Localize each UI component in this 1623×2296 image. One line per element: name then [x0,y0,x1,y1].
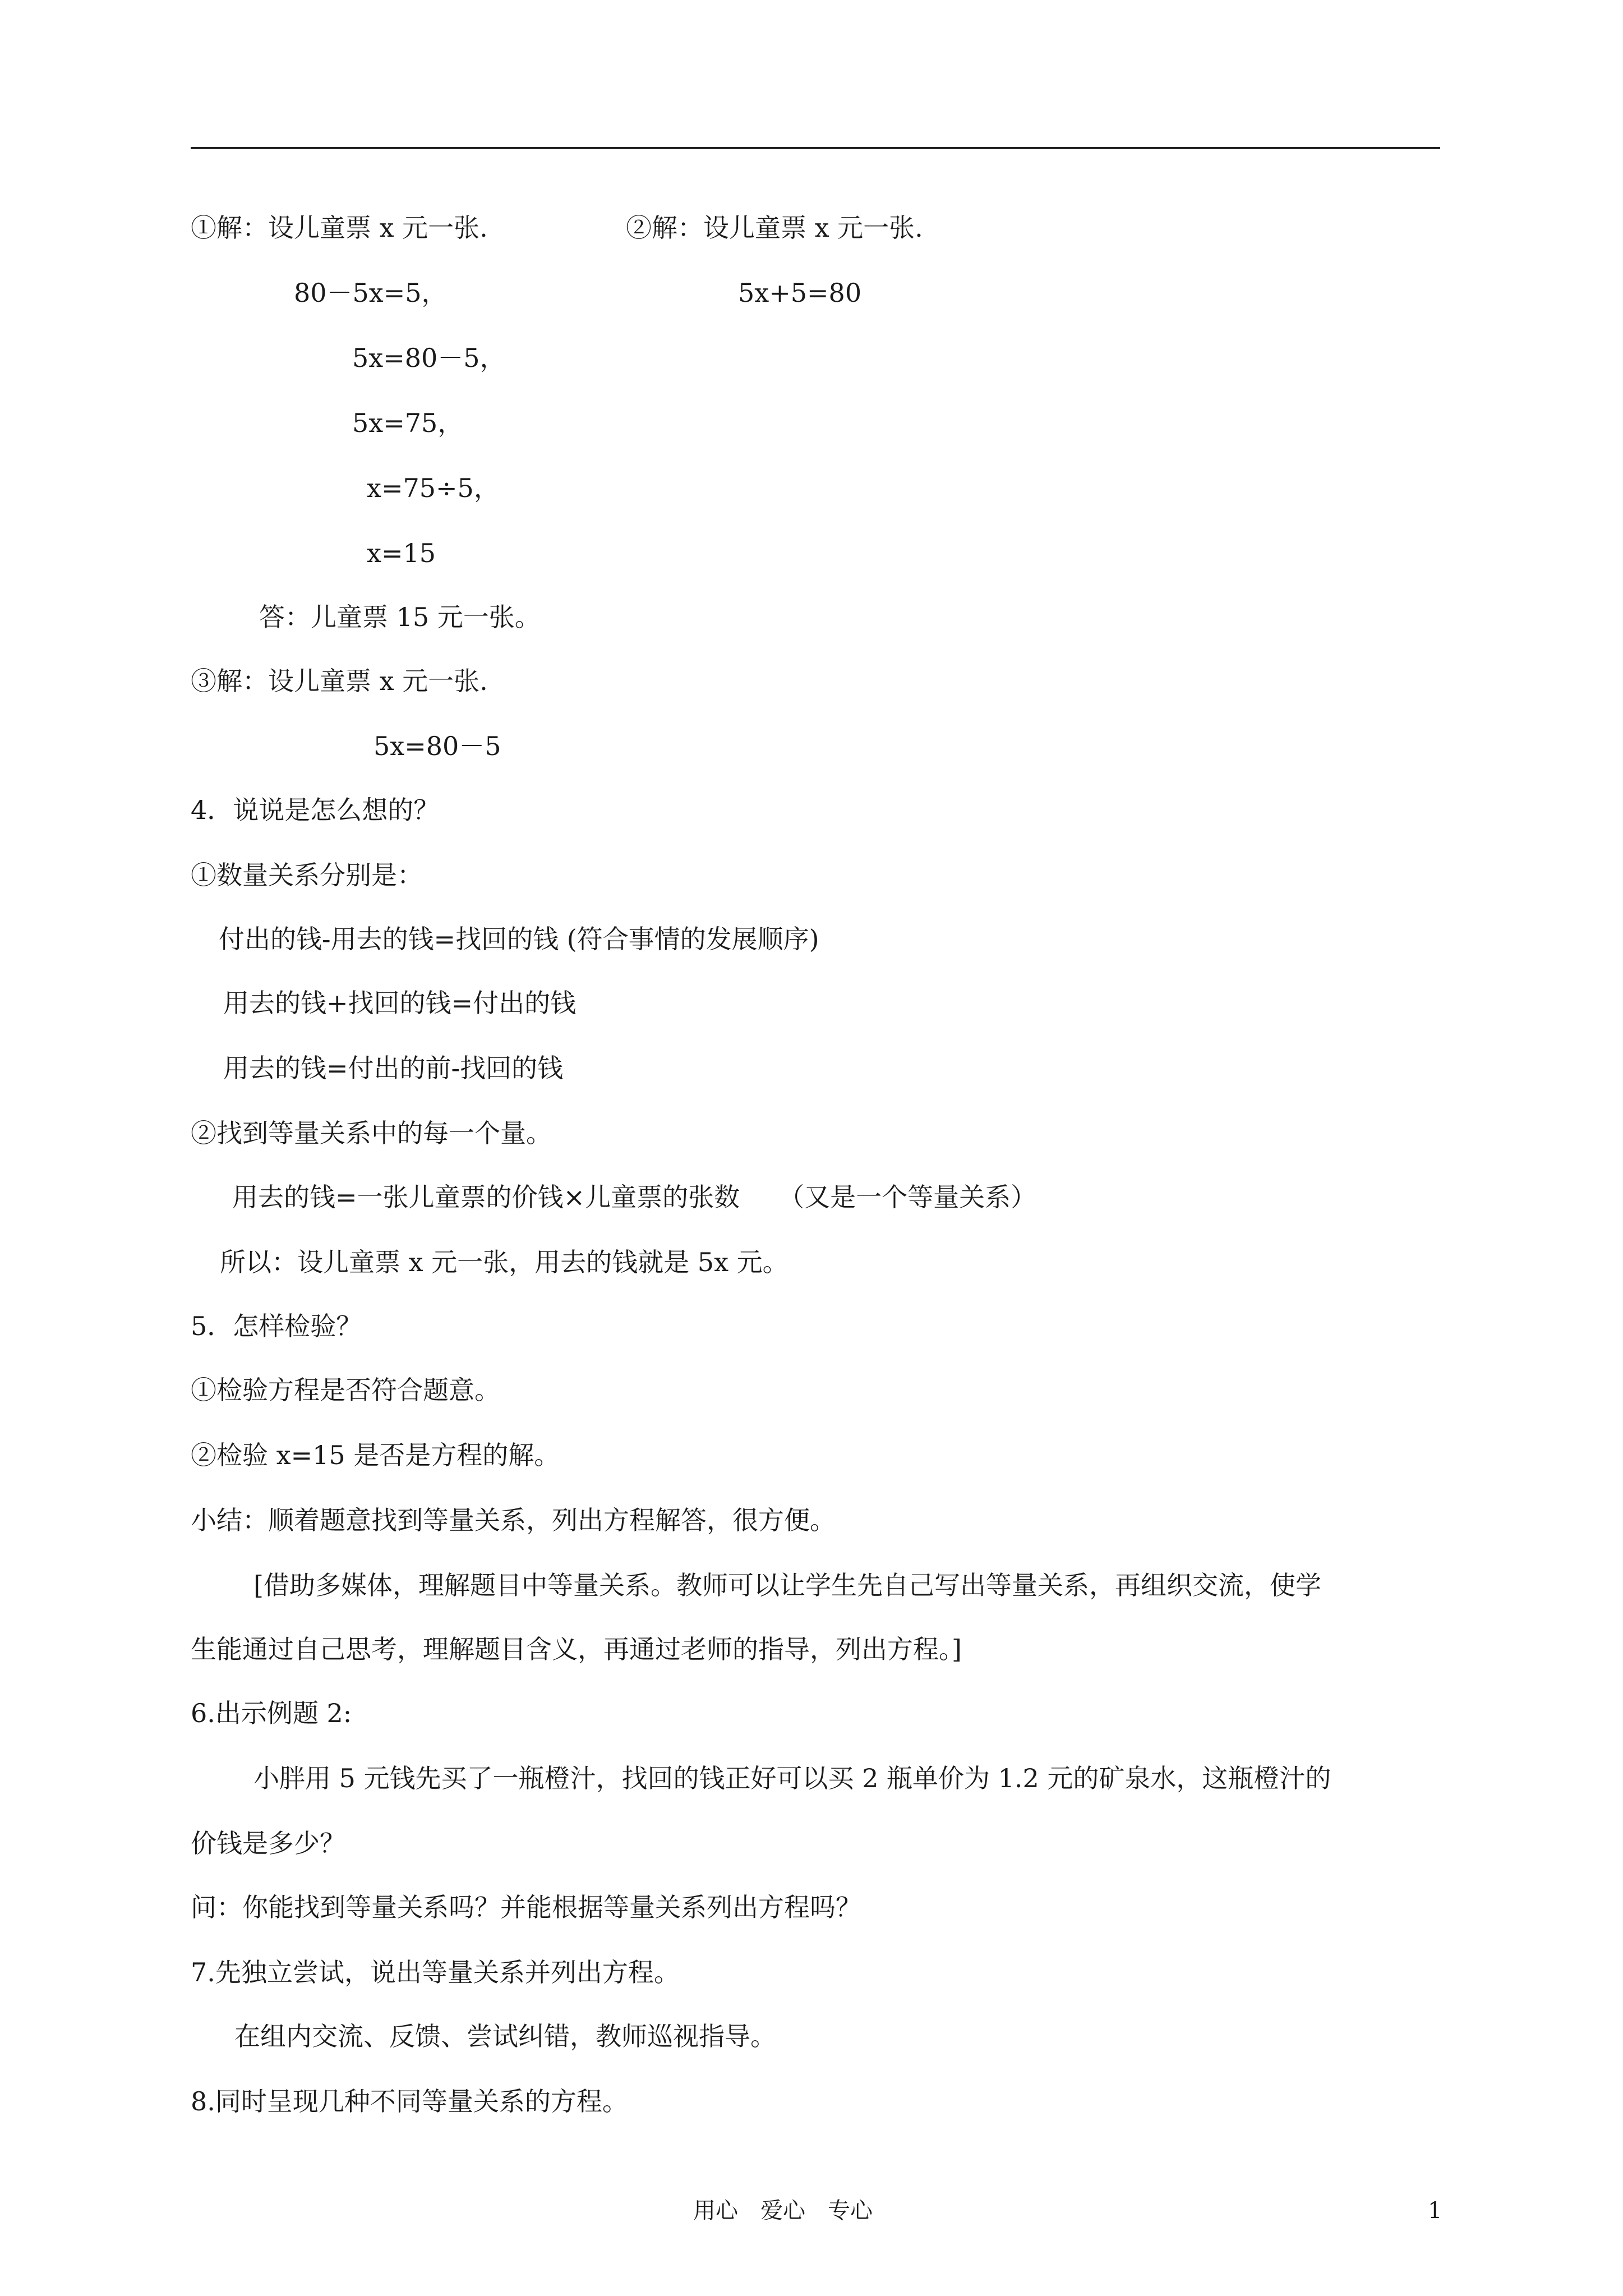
paragraph-line: ②找到等量关系中的每一个量。 [191,1118,552,1148]
solution-2-setup: ②解：设儿童票 x 元一张. [626,213,923,243]
question-line: 问：你能找到等量关系吗？并能根据等量关系列出方程吗？ [191,1892,861,1922]
page-number: 1 [1428,2198,1442,2224]
equation-line: 5x=80－5 [374,731,501,761]
equation-line: 5x+5=80 [738,278,862,308]
equation-line: x=75÷5， [367,473,500,503]
equation-line: 80－5x=5， [294,278,448,308]
header-rule [191,147,1440,149]
solution-3-setup: ③解：设儿童票 x 元一张. [191,666,488,696]
answer-line: 答：儿童票 15 元一张。 [259,602,541,632]
section-heading: 5．怎样检验？ [191,1311,362,1341]
section-heading: 4．说说是怎么想的？ [191,795,440,825]
paragraph-line: 用去的钱+找回的钱=付出的钱 [223,988,577,1018]
teaching-note: 生能通过自己思考，理解题目含义，再通过老师的指导，列出方程。] [191,1634,962,1664]
example-problem: 小胖用 5 元钱先买了一瓶橙汁，找回的钱正好可以买 2 瓶单价为 1.2 元的矿泉水，这瓶橙汁的 [253,1763,1331,1793]
paragraph-line: 用去的钱=付出的前-找回的钱 [223,1053,564,1083]
paragraph-line: 用去的钱=一张儿童票的价钱×儿童票的张数 （又是一个等量关系） [232,1182,1037,1212]
teaching-note: [借助多媒体，理解题目中等量关系。教师可以让学生先自己写出等量关系，再组织交流，使学 [253,1570,1321,1600]
paragraph-line: 在组内交流、反馈、尝试纠错，教师巡视指导。 [234,2021,776,2051]
summary-line: 小结：顺着题意找到等量关系，列出方程解答，很方便。 [191,1505,836,1535]
paragraph-line: ①检验方程是否符合题意。 [191,1375,500,1405]
solution-1-setup: ①解：设儿童票 x 元一张. [191,213,488,243]
footer-motto: 用心 爱心 专心 [693,2198,873,2224]
paragraph-line: 所以：设儿童票 x 元一张，用去的钱就是 5x 元。 [220,1247,789,1277]
equation-line: 5x=80－5， [352,343,506,373]
section-heading: 7.先独立尝试，说出等量关系并列出方程。 [191,1957,680,1987]
paragraph-line: ①数量关系分别是： [191,860,423,890]
section-heading: 6.出示例题 2: [191,1698,352,1728]
section-heading: 8.同时呈现几种不同等量关系的方程。 [191,2086,628,2116]
equation-line: x=15 [367,538,436,568]
paragraph-line: 付出的钱-用去的钱=找回的钱 (符合事情的发展顺序) [219,924,819,954]
example-problem: 价钱是多少？ [191,1828,345,1858]
equation-line: 5x=75， [352,408,464,438]
paragraph-line: ②检验 x=15 是否是方程的解。 [191,1440,560,1470]
